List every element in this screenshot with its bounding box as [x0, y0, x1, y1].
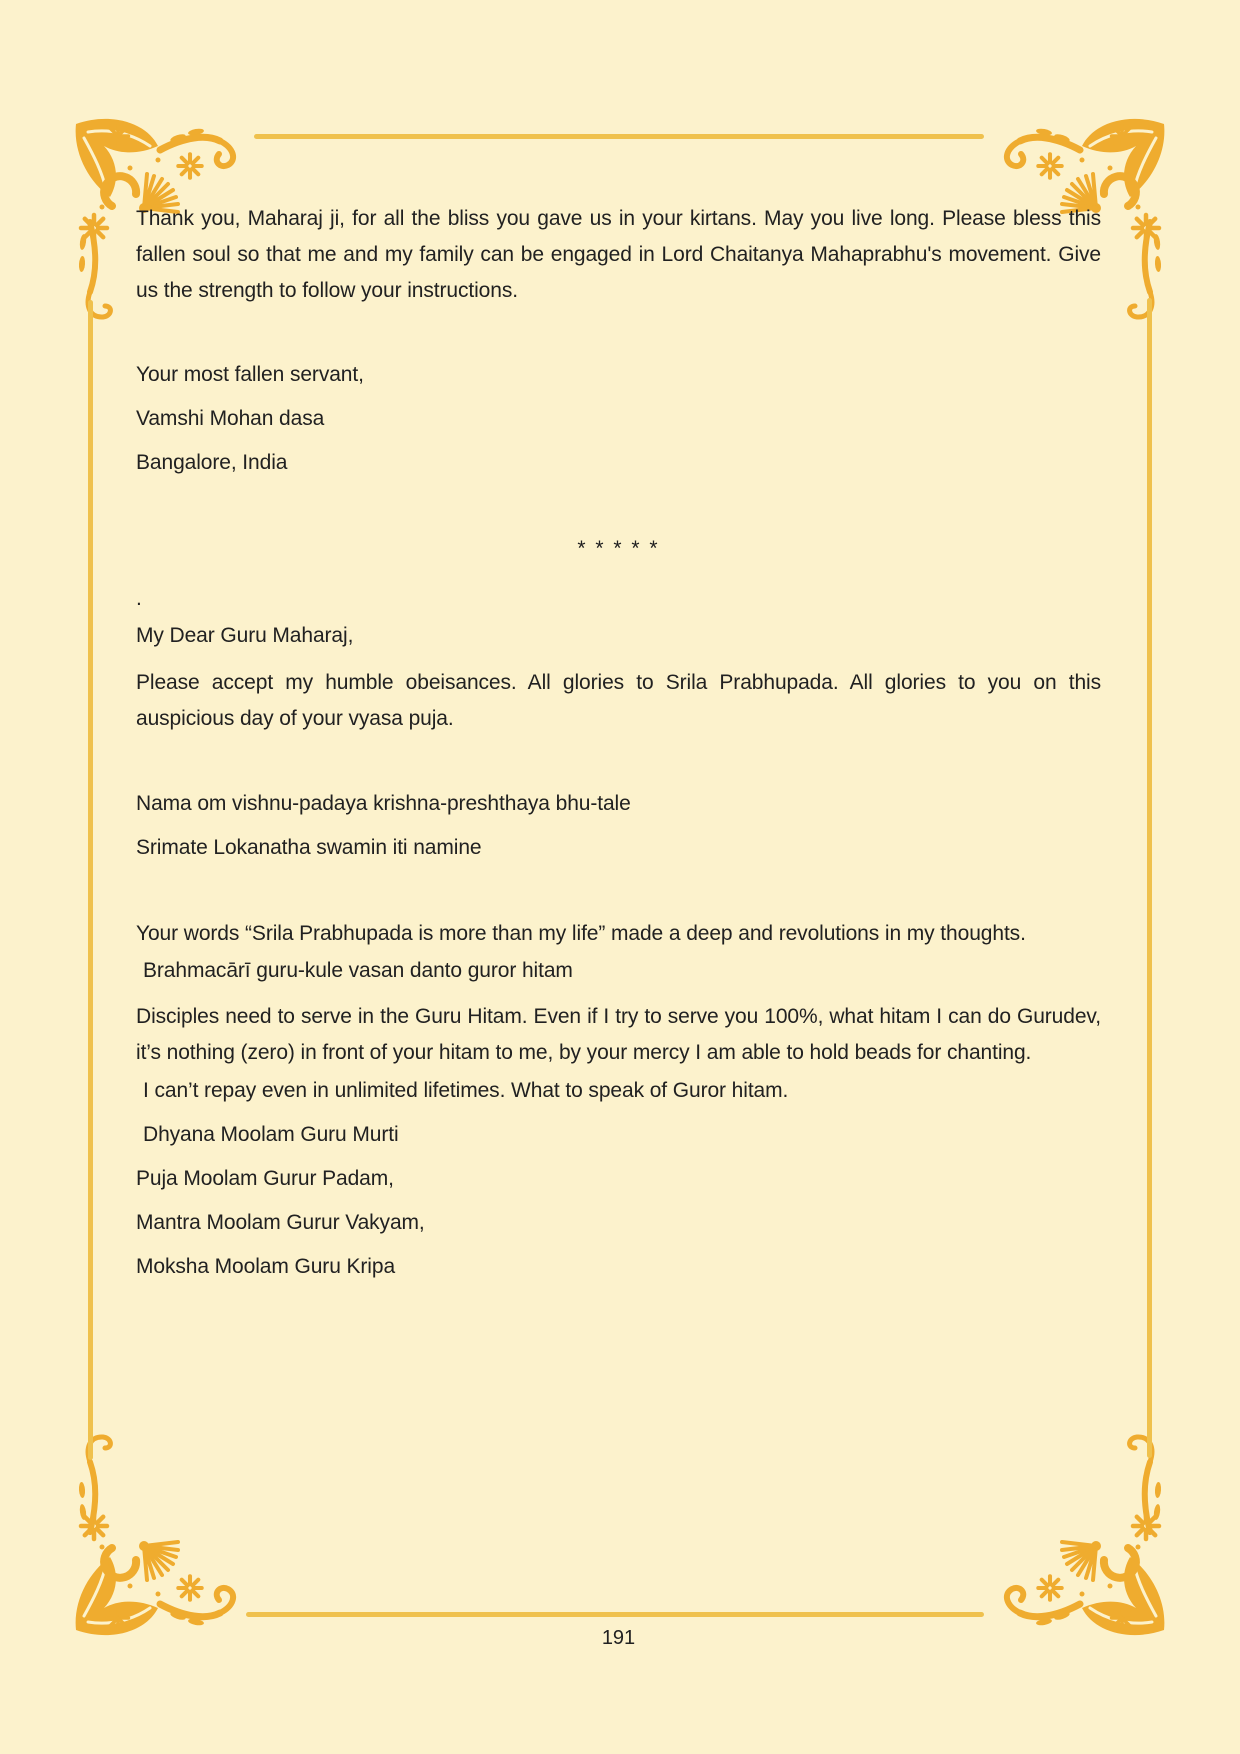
verse-mantra-moolam: Mantra Moolam Gurur Vakyam, — [136, 1211, 425, 1234]
page-number: 191 — [601, 1627, 636, 1649]
corner-ornament-bottom-right-icon — [980, 1434, 1180, 1644]
letter-content — [136, 201, 1101, 1293]
paragraph-thanks: Thank you, Maharaj ji, for all the bliss you gave us in your kirtans. May you live long. Please bless this fallen soul so that me and my family can be engaged in Lord Chaitanya Mahaprabhu's movement. Give us the strength to follow your instructions. — [136, 207, 1101, 302]
signature-location: Bangalore, India — [136, 451, 288, 474]
salutation: My Dear Guru Maharaj, — [136, 624, 354, 647]
paragraph-your-words: Your words “Srila Prabhupada is more than my life” made a deep and revolutions in my thoughts. — [136, 922, 1026, 945]
pranam-mantra-line-2: Srimate Lokanatha swamin iti namine — [136, 836, 482, 859]
asterisk-separator: * * * * * — [577, 537, 660, 560]
verse-dhyana-moolam: Dhyana Moolam Guru Murti — [143, 1123, 399, 1146]
verse-brahmacari: Brahmacārī guru-kule vasan danto guror hitam — [143, 959, 573, 982]
paragraph-repay: I can’t repay even in unlimited lifetimes. What to speak of Guror hitam. — [143, 1079, 789, 1102]
pranam-mantra-line-1: Nama om vishnu-padaya krishna-preshthaya bhu-tale — [136, 792, 631, 815]
signature-closing: Your most fallen servant, — [136, 363, 364, 386]
verse-moksha-moolam: Moksha Moolam Guru Kripa — [136, 1255, 396, 1278]
border-line-top — [254, 134, 984, 139]
verse-puja-moolam: Puja Moolam Gurur Padam, — [136, 1167, 394, 1190]
border-line-bottom — [246, 1612, 984, 1617]
corner-ornament-bottom-left-icon — [60, 1434, 260, 1644]
signature-name: Vamshi Mohan dasa — [136, 407, 325, 430]
border-line-left — [88, 300, 93, 1460]
paragraph-obeisances: Please accept my humble obeisances. All glories to Srila Prabhupada. All glories to you on this auspicious day of your vyasa puja. — [136, 671, 1101, 730]
stray-period: . — [136, 587, 142, 610]
paragraph-disciples: Disciples need to serve in the Guru Hitam. Even if I try to serve you 100%, what hitam I can do Gurudev, it’s nothing (zero) in front of your hitam to me, by your mercy I am able to hold beads for chanting. — [136, 1005, 1101, 1064]
border-line-right — [1147, 298, 1152, 1458]
